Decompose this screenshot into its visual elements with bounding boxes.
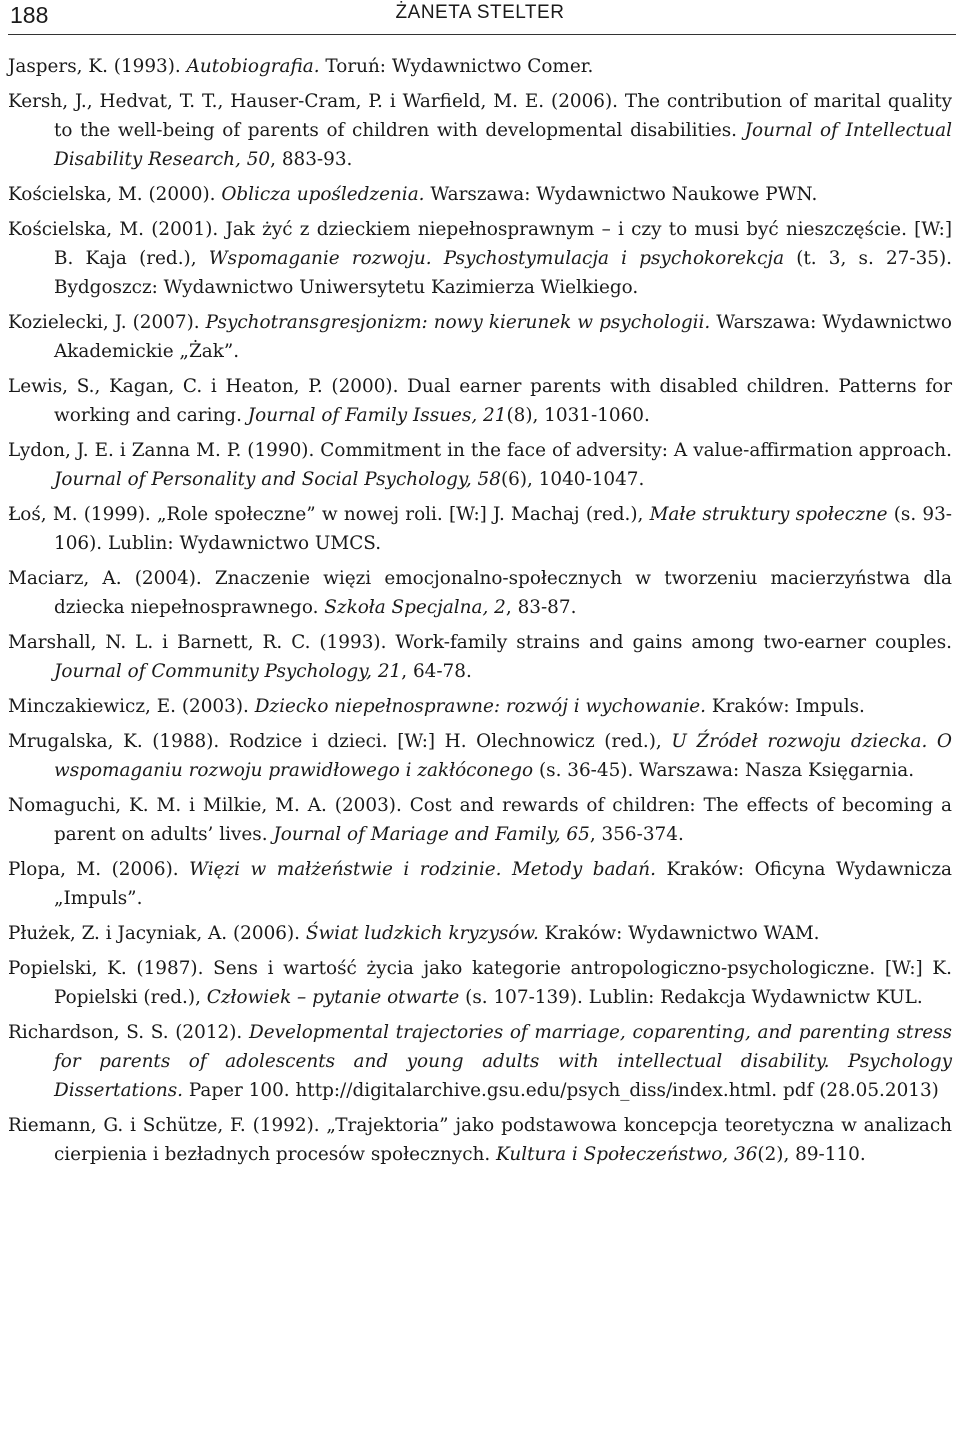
reference-entry <box>8 855 952 913</box>
reference-text: Mrugalska, K. (1988). Rodzice i dzieci. [W:] H. Olechnowicz (red.), <box>8 731 672 752</box>
reference-text: Płużek, Z. i Jacyniak, A. (2006). <box>8 923 306 944</box>
reference-title: Autobiografia. <box>186 56 320 77</box>
reference-title: Wspomaganie rozwoju. Psychostymulacja i psychokorekcja <box>208 248 785 269</box>
reference-entry <box>8 180 952 209</box>
reference-title: U Źródeł rozwoju dziecka. O wspomaganiu rozwoju prawidłowego i zakłóconego <box>54 731 952 781</box>
reference-text: (2), 89-110. <box>757 1144 866 1165</box>
reference-text: Maciarz, A. (2004). Znaczenie więzi emocjonalno-społecznych w tworzeniu macierzyństwa dla dziecka niepełnosprawnego. <box>8 568 952 618</box>
reference-title: Journal of Personality and Social Psychology, 58 <box>54 469 501 490</box>
reference-text: Lydon, J. E. i Zanna M. P. (1990). Commitment in the face of adversity: A value-affirmation approach. <box>8 440 952 461</box>
reference-entry <box>8 628 952 686</box>
reference-title: Journal of Mariage and Family, 65 <box>273 824 590 845</box>
reference-text: Warszawa: Wydawnictwo Naukowe PWN. <box>424 184 818 205</box>
page-number: 188 <box>10 2 49 28</box>
reference-title: Świat ludzkich kryzysów. <box>305 923 539 944</box>
reference-text: (s. 93-106). Lublin: Wydawnictwo UMCS. <box>54 504 953 554</box>
reference-text: Kraków: Wydawnictwo WAM. <box>538 923 820 944</box>
reference-entry <box>8 308 952 366</box>
header-rule <box>8 34 956 35</box>
reference-text: Warszawa: Wydawnictwo Akademickie „Żak”. <box>54 312 952 362</box>
reference-entry <box>8 372 952 430</box>
reference-entry <box>8 500 952 558</box>
reference-text: , 883-93. <box>270 149 353 170</box>
reference-text: (8), 1031-1060. <box>506 405 650 426</box>
reference-text: Plopa, M. (2006). <box>8 859 190 880</box>
reference-title: Oblicza upośledzenia. <box>221 184 425 205</box>
reference-entry <box>8 727 952 785</box>
reference-entry <box>8 564 952 622</box>
reference-entry <box>8 436 952 494</box>
reference-text: Kozielecki, J. (2007). <box>8 312 206 333</box>
reference-text: , 64-78. <box>401 661 472 682</box>
reference-title: Developmental trajectories of marriage, coparenting, and parenting stress for parents of adolescents and young adults with intellectual disability. <box>54 1022 952 1072</box>
reference-text: Łoś, M. (1999). „Role społeczne” w nowej roli. [W:] J. Machaj (red.), <box>8 504 650 525</box>
reference-entry <box>8 52 952 81</box>
reference-text: Nomaguchi, K. M. i Milkie, M. A. (2003). Cost and rewards of children: The effects of becoming a parent on adults’ lives. <box>8 795 952 845</box>
reference-title: Człowiek – pytanie otwarte <box>206 987 460 1008</box>
reference-text: Kraków: Impuls. <box>706 696 865 717</box>
reference-title: Psychotransgresjonizm: nowy kierunek w psychologii. <box>205 312 711 333</box>
reference-title: Journal of Intellectual Disability Research, 50 <box>54 120 952 170</box>
reference-text: Richardson, S. S. (2012). <box>8 1022 249 1043</box>
reference-text <box>829 1051 848 1072</box>
reference-title: Dziecko niepełnosprawne: rozwój i wychowanie. <box>254 696 707 717</box>
reference-entry <box>8 215 952 302</box>
reference-text: (6), 1040-1047. <box>500 469 645 490</box>
reference-text: (s. 107-139). Lublin: Redakcja Wydawnictw KUL. <box>459 987 923 1008</box>
reference-entry <box>8 1018 952 1105</box>
reference-entry <box>8 1111 952 1169</box>
reference-title: Kultura i Społeczeństwo, 36 <box>496 1144 758 1165</box>
reference-text: Kraków: Oficyna Wydawnicza „Impuls”. <box>54 859 952 909</box>
reference-text: , 83-87. <box>505 597 577 618</box>
reference-text: Marshall, N. L. i Barnett, R. C. (1993). Work-family strains and gains among two-earner couples. <box>8 632 952 653</box>
reference-text: Toruń: Wydawnictwo Comer. <box>319 56 594 77</box>
reference-entry <box>8 919 952 948</box>
reference-entry <box>8 692 952 721</box>
reference-entry <box>8 87 952 174</box>
reference-text: (t. 3, s. 27-35). Bydgoszcz: Wydawnictwo Uniwersytetu Kazimierza Wielkiego. <box>54 248 952 298</box>
reference-text: Riemann, G. i Schütze, F. (1992). „Trajektoria” jako podstawowa koncepcja teoretyczna w analizach cierpienia i bezładnych procesów społecznych. <box>8 1115 952 1165</box>
reference-list <box>8 52 952 1175</box>
reference-title: Psychology Dissertations. <box>54 1051 952 1101</box>
reference-text: (s. 36-45). Warszawa: Nasza Księgarnia. <box>533 760 915 781</box>
reference-text: Minczakiewicz, E. (2003). <box>8 696 255 717</box>
reference-entry <box>8 791 952 849</box>
reference-text: Lewis, S., Kagan, C. i Heaton, P. (2000). Dual earner parents with disabled children. Patterns for working and caring. <box>8 376 952 426</box>
reference-text: Kersh, J., Hedvat, T. T., Hauser-Cram, P. i Warfield, M. E. (2006). The contribution of marital quality to the well-being of parents of children with developmental disabilities. <box>8 91 952 141</box>
reference-text: Popielski, K. (1987). Sens i wartość życia jako kategorie antropologiczno-psychologiczne. [W:] K. Popielski (red.), <box>8 958 952 1008</box>
reference-title: Małe struktury społeczne <box>649 504 888 525</box>
reference-text: Jaspers, K. (1993). <box>8 56 187 77</box>
reference-text: , 356-374. <box>589 824 684 845</box>
reference-text: Paper 100. http://digitalarchive.gsu.edu/psych_diss/index.html. pdf (28.05.2013) <box>183 1080 939 1101</box>
reference-text: Kościelska, M. (2000). <box>8 184 222 205</box>
running-head: ŻANETA STELTER <box>395 2 565 23</box>
reference-title: Journal of Family Issues, 21 <box>247 405 507 426</box>
reference-text: Kościelska, M. (2001). Jak żyć z dzieckiem niepełnosprawnym – i czy to musi być nieszczęście. [W:] B. Kaja (red.), <box>8 219 952 269</box>
reference-title: Journal of Community Psychology, 21 <box>54 661 402 682</box>
page-header <box>0 0 960 36</box>
reference-entry <box>8 954 952 1012</box>
reference-title: Szkoła Specjalna, 2 <box>324 597 506 618</box>
reference-title: Więzi w małżeństwie i rodzinie. Metody badań. <box>189 859 656 880</box>
